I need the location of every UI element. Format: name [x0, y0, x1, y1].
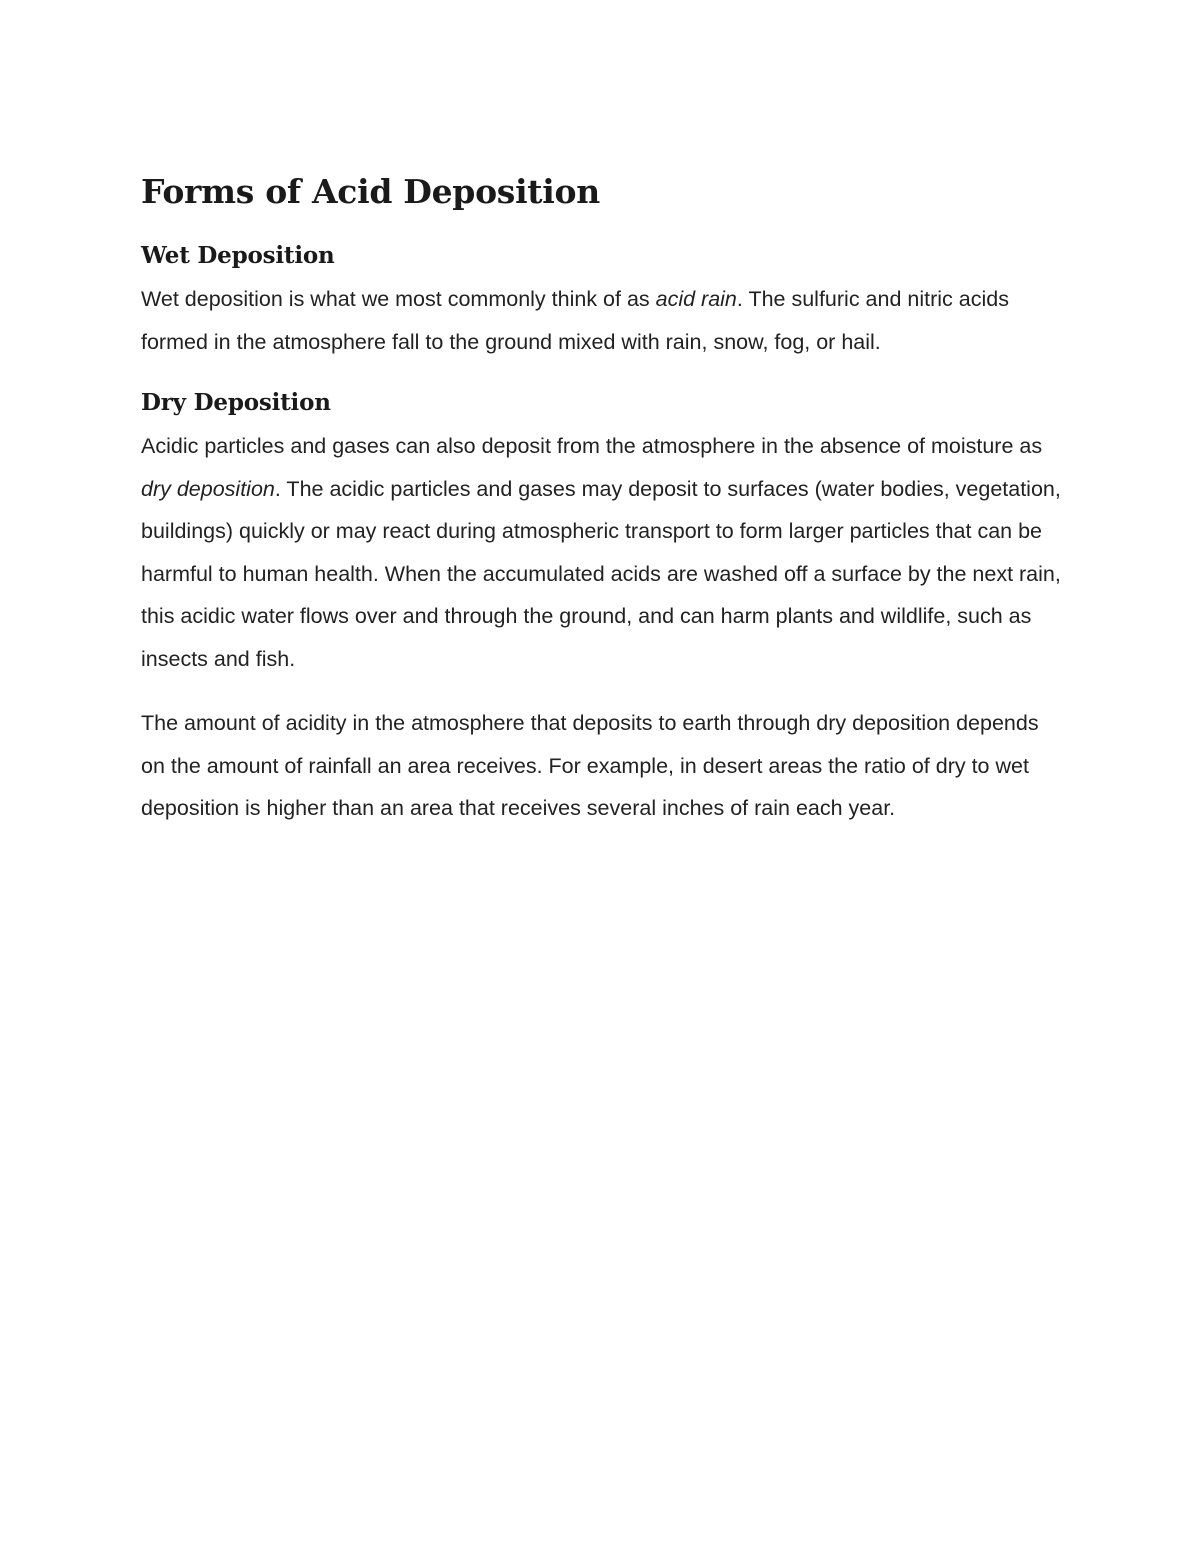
emphasis-acid-rain: acid rain: [655, 287, 737, 311]
paragraph-text: . The sulfuric and nitric acids formed in the atmosphere fall to the ground mixed with rain, snow, fog, or hail.: [141, 287, 1009, 354]
section-heading-dry-deposition: Dry Deposition: [141, 389, 331, 416]
document-title: Forms of Acid Deposition: [141, 172, 600, 211]
paragraph-wet-deposition: [141, 278, 1061, 363]
emphasis-dry-deposition: dry deposition: [141, 476, 275, 501]
paragraph-text: Wet deposition is what we most commonly think of as: [141, 287, 656, 311]
paragraph-text: . The acidic particles and gases may deposit to surfaces (water bodies, vegetation, buildings) quickly or may react during atmospheric transport to form larger particles that can be harmful to human health. When the accumulated acids are washed off a surface by the next rain, this acidic water flows over and through the ground, and can harm plants and wildlife, such as insects and fish.: [141, 476, 1061, 671]
section-heading-wet-deposition: Wet Deposition: [141, 242, 335, 269]
paragraph-text: Acidic particles and gases can also deposit from the atmosphere in the absence of moisture as: [141, 434, 1043, 458]
paragraph-dry-deposition: [141, 425, 1061, 680]
paragraph-acidity-amount: The amount of acidity in the atmosphere that deposits to earth through dry deposition depends on the amount of rainfall an area receives. For example, in desert areas the ratio of dry to wet deposition is higher than an area that receives several inches of rain each year.: [141, 711, 1039, 820]
document-body: [141, 170, 1061, 854]
